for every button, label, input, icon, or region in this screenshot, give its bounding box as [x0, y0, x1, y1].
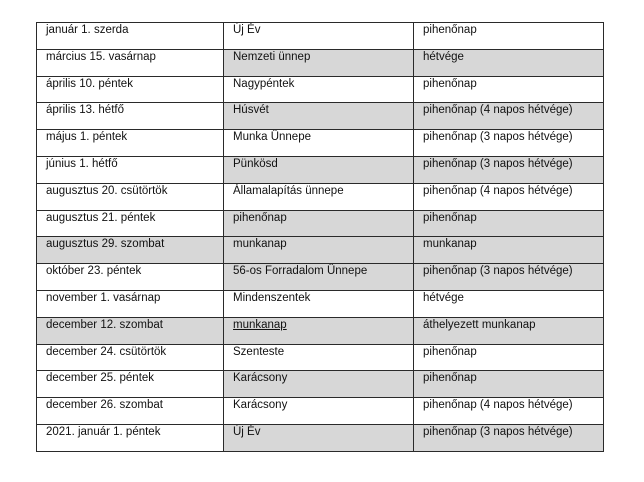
table-row: [37, 264, 604, 291]
date-cell: [37, 371, 224, 398]
date-cell-text: április 10. péntek: [46, 77, 133, 90]
table-row: [37, 317, 604, 344]
table-row: [37, 344, 604, 371]
status-cell-text: pihenőnap (4 napos hétvége): [423, 104, 573, 117]
event-cell: [224, 290, 414, 317]
table-row: [37, 210, 604, 237]
date-cell: [37, 103, 224, 130]
table-row: [37, 183, 604, 210]
date-cell-text: december 26. szombat: [46, 399, 163, 412]
status-cell: [414, 264, 604, 291]
status-cell-text: pihenőnap: [423, 345, 477, 358]
status-cell-text: pihenőnap: [423, 211, 477, 224]
status-cell-text: pihenőnap (3 napos hétvége): [423, 265, 573, 278]
date-cell-text: november 1. vasárnap: [46, 291, 161, 304]
status-cell-text: pihenőnap (3 napos hétvége): [423, 425, 573, 438]
status-cell: [414, 130, 604, 157]
status-cell-text: pihenőnap (4 napos hétvége): [423, 184, 573, 197]
status-cell: [414, 183, 604, 210]
date-cell: [37, 237, 224, 264]
date-cell: [37, 156, 224, 183]
event-cell-text: Húsvét: [233, 104, 269, 117]
event-cell: [224, 264, 414, 291]
date-cell: [37, 183, 224, 210]
status-cell-text: pihenőnap: [423, 24, 477, 36]
event-cell-text: Államalapítás ünnepe: [233, 184, 344, 197]
holiday-table-body: [37, 23, 604, 452]
date-cell: [37, 398, 224, 425]
event-cell-text: Nemzeti ünnep: [233, 50, 311, 63]
table-row: [37, 130, 604, 157]
event-cell: [224, 49, 414, 76]
date-cell-text: március 15. vasárnap: [46, 50, 156, 63]
status-cell: [414, 23, 604, 50]
status-cell-text: pihenőnap (3 napos hétvége): [423, 131, 573, 144]
event-cell: [224, 130, 414, 157]
event-cell: [224, 23, 414, 50]
date-cell-text: 2021. január 1. péntek: [46, 425, 161, 438]
event-cell-text: pihenőnap: [233, 211, 287, 224]
event-cell: [224, 237, 414, 264]
date-cell: [37, 76, 224, 103]
event-cell-text: Szenteste: [233, 345, 285, 358]
date-cell-text: december 12. szombat: [46, 318, 163, 331]
date-cell: [37, 424, 224, 451]
event-cell-text: Karácsony: [233, 399, 288, 412]
status-cell: [414, 210, 604, 237]
date-cell: [37, 317, 224, 344]
date-cell: [37, 290, 224, 317]
status-cell: [414, 317, 604, 344]
event-cell-text: 56-os Forradalom Ünnepe: [233, 265, 368, 278]
status-cell: [414, 103, 604, 130]
date-cell-text: június 1. hétfő: [46, 157, 118, 170]
date-cell-text: augusztus 21. péntek: [46, 211, 156, 224]
table-row: [37, 76, 604, 103]
status-cell: [414, 371, 604, 398]
date-cell-text: május 1. péntek: [46, 131, 128, 144]
event-cell-text: Karácsony: [233, 372, 288, 385]
table-row: [37, 290, 604, 317]
status-cell-text: pihenőnap (4 napos hétvége): [423, 399, 573, 412]
date-cell-text: december 25. péntek: [46, 372, 155, 385]
date-cell-text: január 1. szerda: [46, 24, 129, 36]
date-cell-text: december 24. csütörtök: [46, 345, 167, 358]
status-cell-text: pihenőnap: [423, 77, 477, 90]
status-cell: [414, 290, 604, 317]
event-cell: [224, 103, 414, 130]
table-row: [37, 424, 604, 451]
status-cell: [414, 398, 604, 425]
date-cell: [37, 344, 224, 371]
status-cell: [414, 49, 604, 76]
date-cell-text: augusztus 29. szombat: [46, 238, 165, 251]
date-cell: [37, 210, 224, 237]
date-cell-text: augusztus 20. csütörtök: [46, 184, 168, 197]
event-cell: [224, 183, 414, 210]
event-cell-text: Pünkösd: [233, 157, 278, 170]
event-cell: [224, 398, 414, 425]
status-cell: [414, 156, 604, 183]
table-row: [37, 398, 604, 425]
date-cell-text: április 13. hétfő: [46, 104, 124, 117]
table-row: [37, 371, 604, 398]
date-cell: [37, 130, 224, 157]
event-cell: [224, 156, 414, 183]
event-cell-text: Új Év: [233, 24, 261, 36]
table-row: [37, 49, 604, 76]
event-cell-text: Munka Ünnepe: [233, 131, 311, 144]
event-cell: [224, 371, 414, 398]
status-cell: [414, 344, 604, 371]
status-cell: [414, 424, 604, 451]
date-cell-text: október 23. péntek: [46, 265, 142, 278]
status-cell: [414, 237, 604, 264]
status-cell-text: hétvége: [423, 50, 464, 63]
event-cell-text: munkanap: [233, 318, 287, 331]
table-row: [37, 103, 604, 130]
holiday-table: [36, 22, 604, 452]
status-cell-text: hétvége: [423, 291, 464, 304]
event-cell: [224, 424, 414, 451]
event-cell-text: munkanap: [233, 238, 287, 251]
event-cell: [224, 317, 414, 344]
table-row: [37, 23, 604, 50]
status-cell-text: pihenőnap: [423, 372, 477, 385]
status-cell-text: munkanap: [423, 238, 477, 251]
event-cell: [224, 210, 414, 237]
table-row: [37, 237, 604, 264]
status-cell-text: pihenőnap (3 napos hétvége): [423, 157, 573, 170]
event-cell-text: Új Év: [233, 425, 261, 438]
event-cell: [224, 344, 414, 371]
date-cell: [37, 49, 224, 76]
status-cell: [414, 76, 604, 103]
event-cell-text: Mindenszentek: [233, 291, 311, 304]
status-cell-text: áthelyezett munkanap: [423, 318, 536, 331]
date-cell: [37, 264, 224, 291]
event-cell-text: Nagypéntek: [233, 77, 295, 90]
event-cell: [224, 76, 414, 103]
table-row: [37, 156, 604, 183]
date-cell: [37, 23, 224, 50]
